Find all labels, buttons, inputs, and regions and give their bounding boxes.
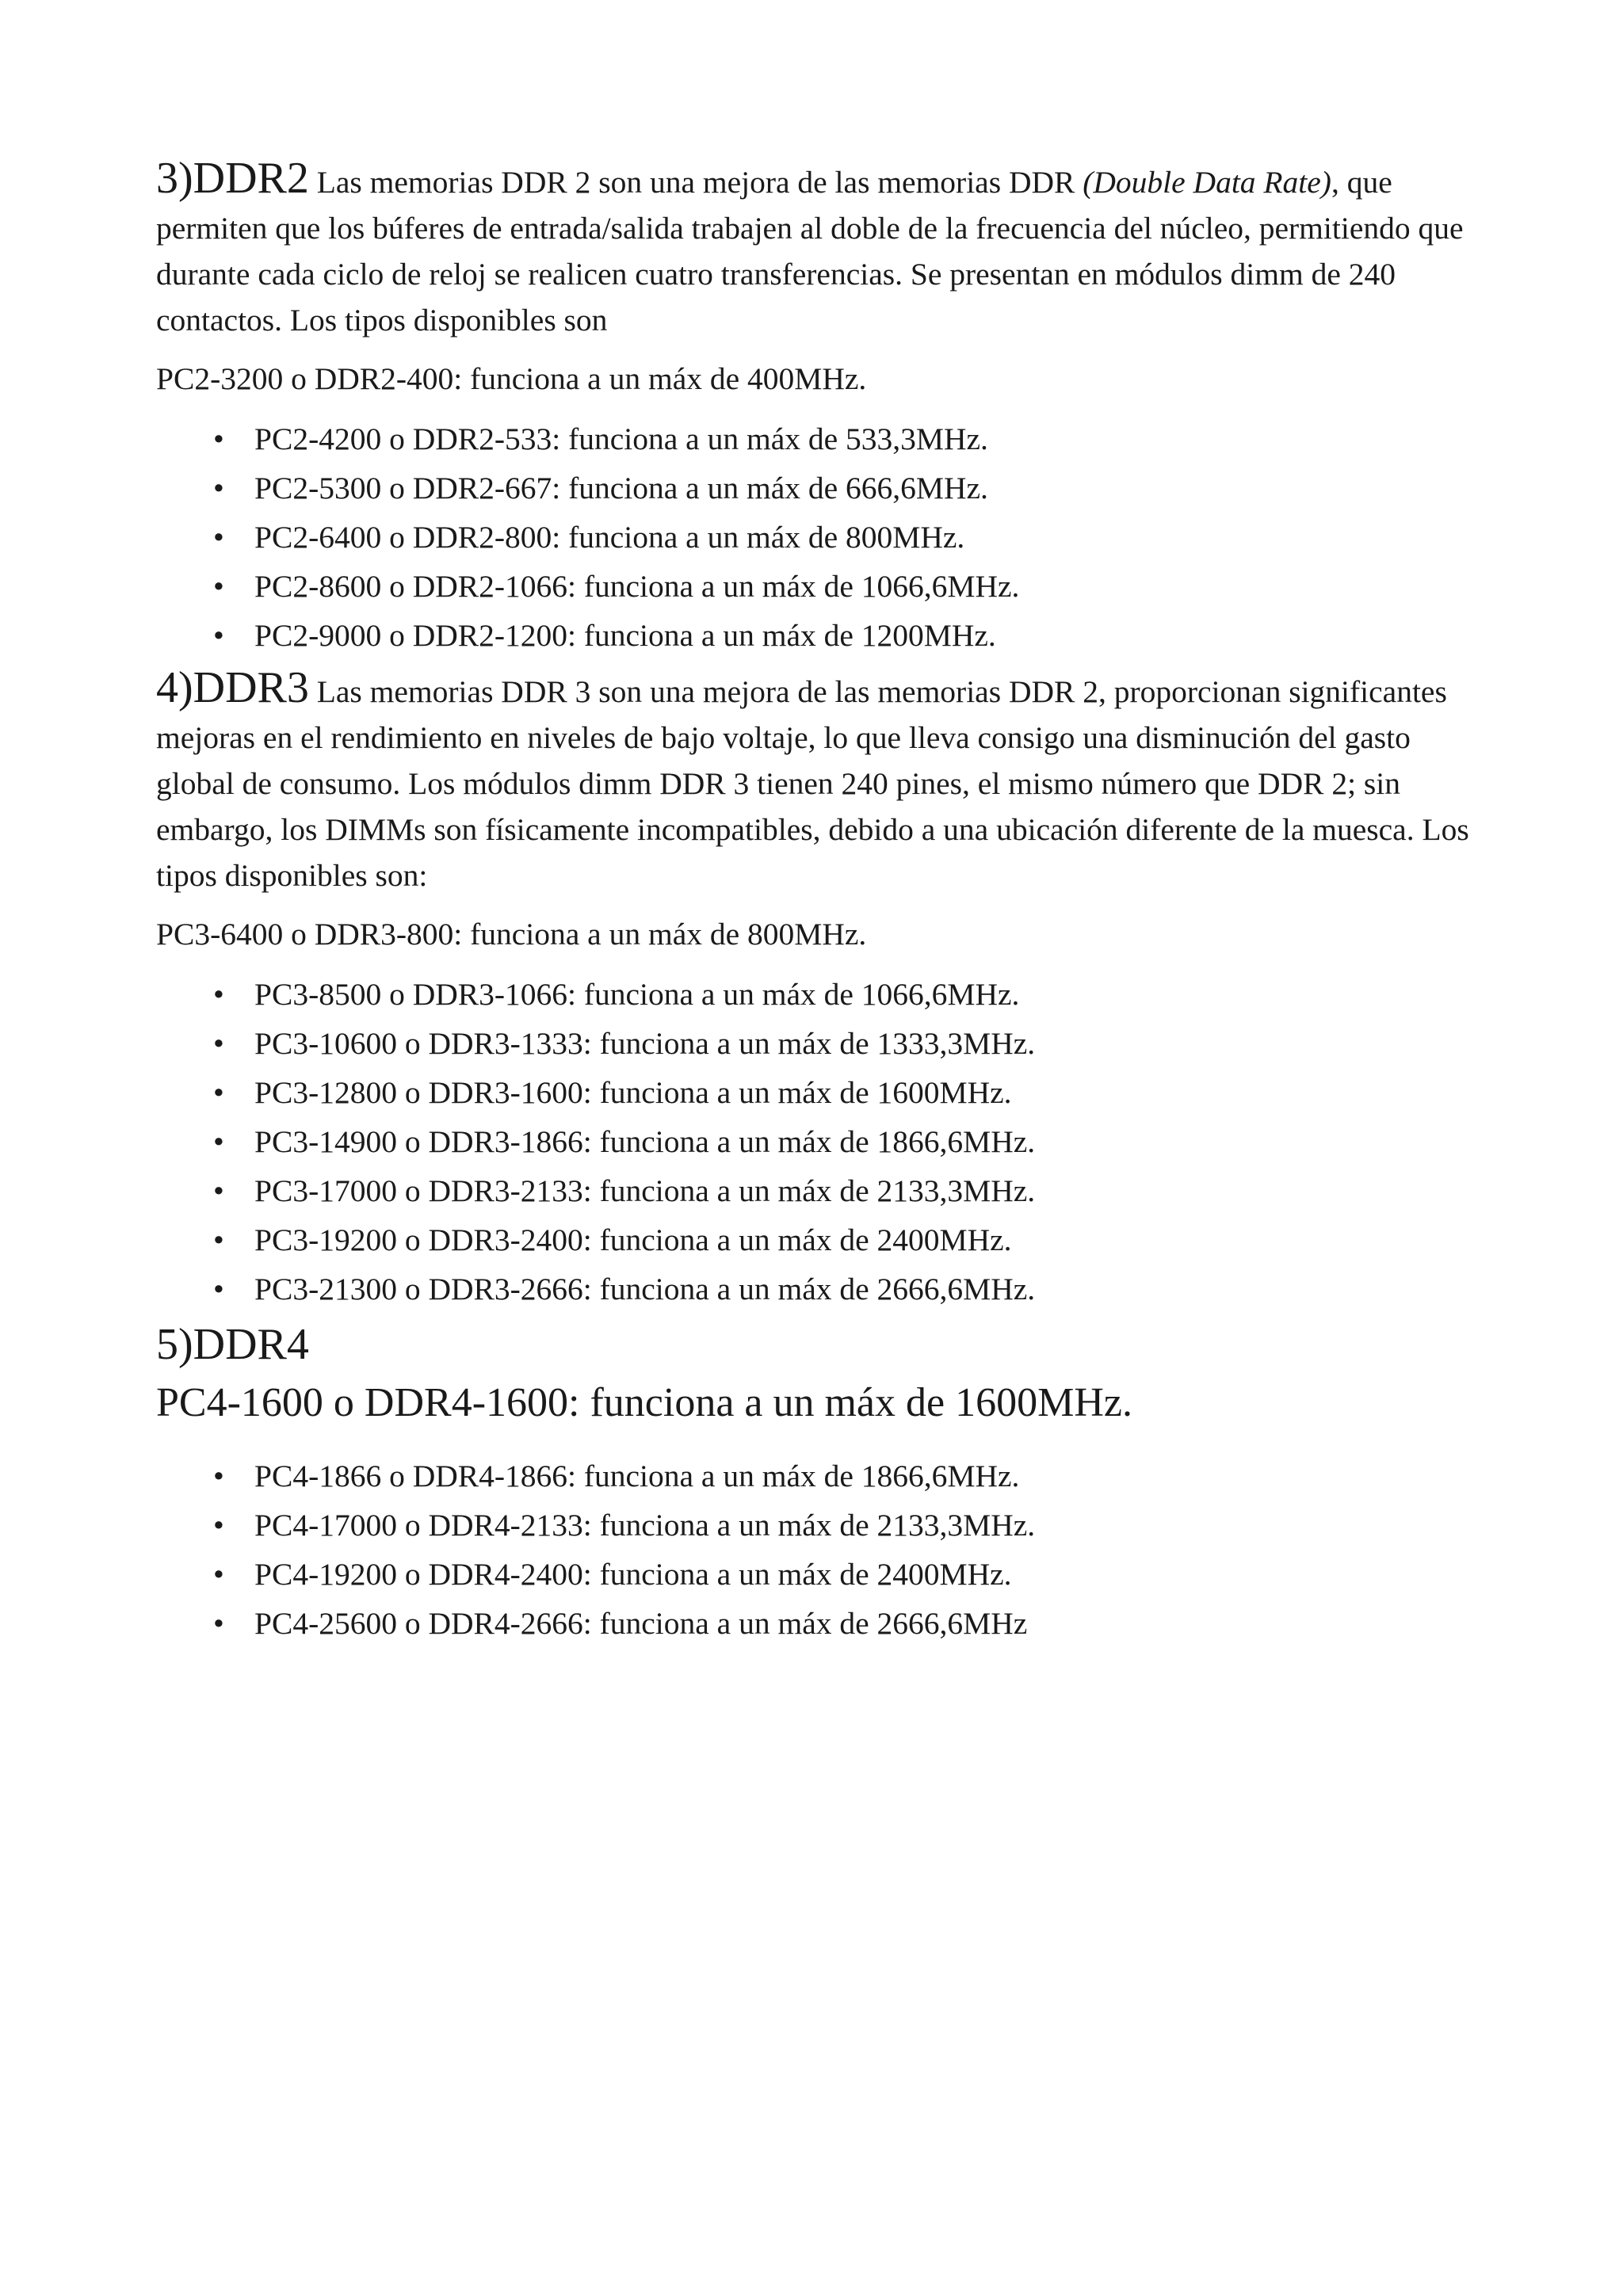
ddr2-description bbox=[156, 155, 1487, 343]
ddr2-type-list bbox=[156, 414, 1487, 660]
list-item-text: PC2-6400 o DDR2-800: funciona a un máx de 800MHz. bbox=[254, 520, 965, 555]
list-item-text: PC2-8600 o DDR2-1066: funciona a un máx de 1066,6MHz. bbox=[254, 569, 1020, 604]
bullet-icon: • bbox=[213, 520, 224, 555]
list-item-text: PC2-4200 o DDR2-533: funciona a un máx de 533,3MHz. bbox=[254, 421, 988, 456]
bullet-icon: • bbox=[213, 569, 224, 604]
list-item-text: PC3-19200 o DDR3-2400: funciona a un máx de 2400MHz. bbox=[254, 1222, 1012, 1257]
list-item-text: PC4-1866 o DDR4-1866: funciona a un máx de 1866,6MHz. bbox=[254, 1459, 1020, 1493]
ddr2-first-type: PC2-3200 o DDR2-400: funciona a un máx de 400MHz. bbox=[156, 361, 867, 396]
list-item-text: PC3-14900 o DDR3-1866: funciona a un máx de 1866,6MHz. bbox=[254, 1124, 1036, 1159]
bullet-icon: • bbox=[213, 1272, 224, 1306]
list-item-text: PC4-17000 o DDR4-2133: funciona a un máx de 2133,3MHz. bbox=[254, 1508, 1036, 1543]
list-item-text: PC3-10600 o DDR3-1333: funciona a un máx de 1333,3MHz. bbox=[254, 1026, 1036, 1061]
bullet-icon: • bbox=[213, 1459, 224, 1493]
document-page bbox=[156, 155, 1487, 1648]
ddr3-desc-text: Las memorias DDR 3 son una mejora de las memorias DDR 2, proporcionan significantes mejoras en el rendimiento en niveles de bajo voltaje, lo que lleva consigo una disminución del gasto global de consumo. Los módulos dimm DDR 3 tienen 240 pines, el mismo número que DDR 2; sin embargo, los DIMMs son físicamente incompatibles, debido a una ubicación diferente de la muesca. Los tipos disponibles son: bbox=[156, 674, 1469, 893]
ddr2-desc-part-1: Las memorias DDR 2 son una mejora de las memorias DDR bbox=[308, 165, 1083, 200]
bullet-icon: • bbox=[213, 1075, 224, 1110]
list-item-text: PC2-5300 o DDR2-667: funciona a un máx de 666,6MHz. bbox=[254, 471, 988, 505]
ddr4-type-list bbox=[156, 1451, 1487, 1648]
section-ddr4 bbox=[156, 1320, 1487, 1648]
list-item bbox=[156, 1451, 1487, 1501]
ddr2-desc-part-2: , que permiten que los búferes de entrada/salida trabajen al doble de la frecuencia del núcleo, permitiendo que durante cada ciclo de reloj se realicen cuatro transferencias. Se presentan en módulos dimm de 240 contactos. Los tipos disponibles son bbox=[156, 165, 1464, 338]
bullet-icon: • bbox=[213, 1557, 224, 1592]
bullet-icon: • bbox=[213, 1508, 224, 1543]
list-item bbox=[156, 1166, 1487, 1215]
list-item-text: PC3-8500 o DDR3-1066: funciona a un máx de 1066,6MHz. bbox=[254, 977, 1020, 1012]
bullet-icon: • bbox=[213, 618, 224, 653]
list-item bbox=[156, 1550, 1487, 1599]
list-item bbox=[156, 1264, 1487, 1314]
list-item-text: PC4-19200 o DDR4-2400: funciona a un máx de 2400MHz. bbox=[254, 1557, 1012, 1592]
bullet-icon: • bbox=[213, 1026, 224, 1061]
list-item bbox=[156, 513, 1487, 562]
bullet-icon: • bbox=[213, 1606, 224, 1641]
section-ddr3 bbox=[156, 665, 1487, 1314]
ddr2-heading: 3)DDR2 bbox=[156, 154, 309, 203]
list-item-text: PC4-25600 o DDR4-2666: funciona a un máx de 2666,6MHz bbox=[254, 1606, 1028, 1641]
list-item bbox=[156, 611, 1487, 660]
ddr3-description bbox=[156, 665, 1487, 898]
list-item bbox=[156, 562, 1487, 611]
ddr3-first-type: PC3-6400 o DDR3-800: funciona a un máx de 800MHz. bbox=[156, 917, 867, 952]
list-item bbox=[156, 1501, 1487, 1550]
bullet-icon: • bbox=[213, 1124, 224, 1159]
list-item bbox=[156, 414, 1487, 463]
list-item-text: PC3-21300 o DDR3-2666: funciona a un máx de 2666,6MHz. bbox=[254, 1272, 1036, 1306]
bullet-icon: • bbox=[213, 1222, 224, 1257]
list-item bbox=[156, 1068, 1487, 1117]
list-item-text: PC2-9000 o DDR2-1200: funciona a un máx de 1200MHz. bbox=[254, 618, 996, 653]
ddr4-heading: 5)DDR4 bbox=[156, 1320, 309, 1369]
list-item-text: PC3-17000 o DDR3-2133: funciona a un máx de 2133,3MHz. bbox=[254, 1173, 1036, 1208]
list-item bbox=[156, 1215, 1487, 1264]
section-ddr2 bbox=[156, 155, 1487, 660]
bullet-icon: • bbox=[213, 471, 224, 505]
bullet-icon: • bbox=[213, 421, 224, 456]
list-item bbox=[156, 463, 1487, 513]
ddr4-first-type: PC4-1600 o DDR4-1600: funciona a un máx de 1600MHz. bbox=[156, 1380, 1132, 1425]
list-item-text: PC3-12800 o DDR3-1600: funciona a un máx de 1600MHz. bbox=[254, 1075, 1012, 1110]
ddr2-desc-italic: (Double Data Rate) bbox=[1083, 165, 1331, 200]
bullet-icon: • bbox=[213, 977, 224, 1012]
ddr3-type-list bbox=[156, 970, 1487, 1314]
ddr3-heading: 4)DDR3 bbox=[156, 663, 309, 712]
bullet-icon: • bbox=[213, 1173, 224, 1208]
list-item bbox=[156, 970, 1487, 1019]
list-item bbox=[156, 1019, 1487, 1068]
list-item bbox=[156, 1599, 1487, 1648]
list-item bbox=[156, 1117, 1487, 1166]
